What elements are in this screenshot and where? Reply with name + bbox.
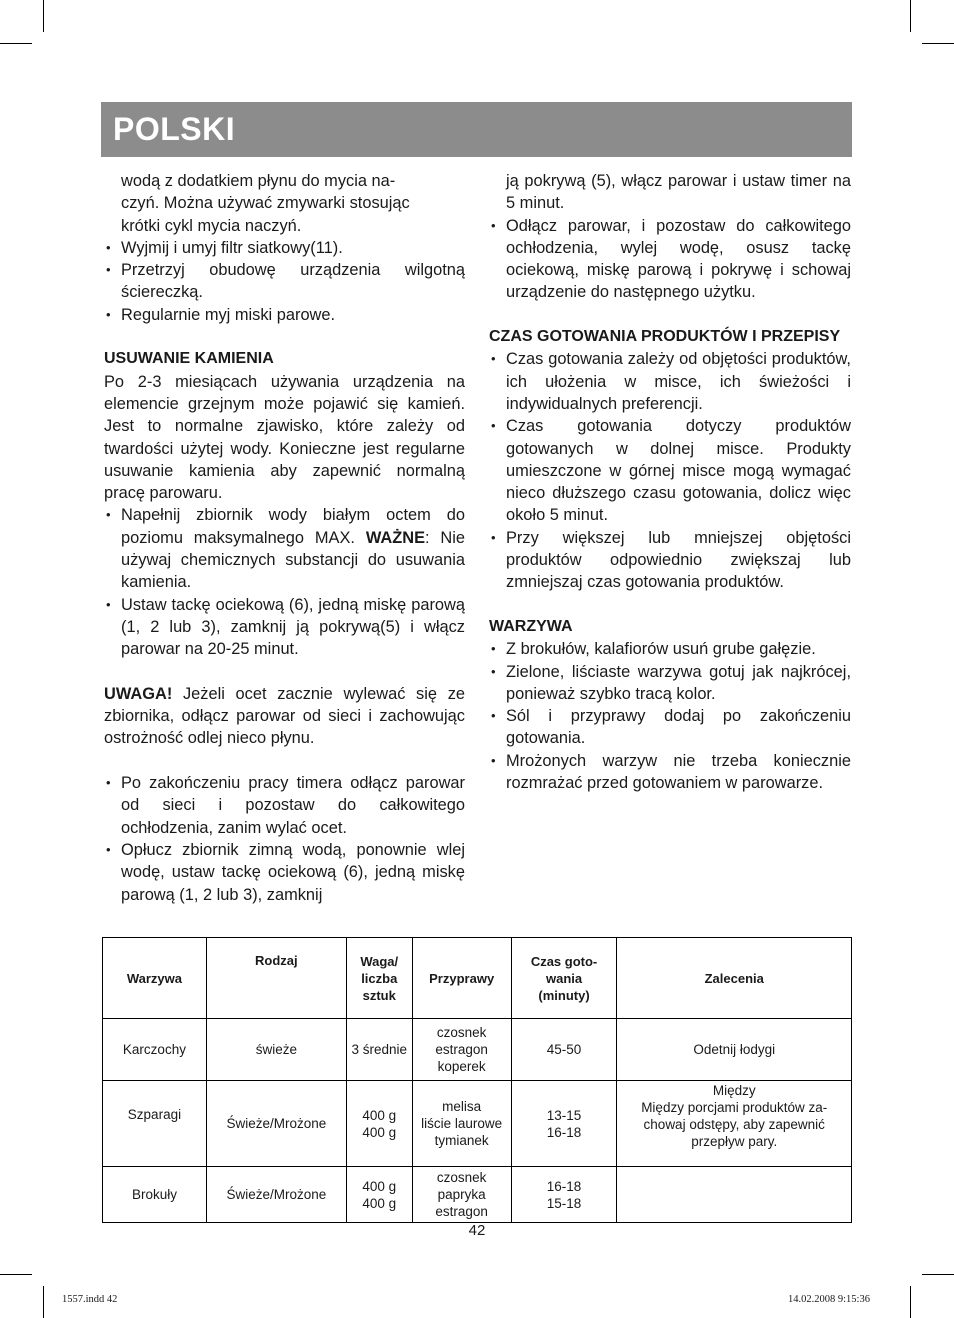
table-row (103, 1167, 852, 1223)
warning-label: UWAGA! (104, 684, 173, 703)
continued-text: ją pokrywą (5), włącz parowar i ustaw timer na 5 minut. (506, 172, 851, 213)
cell-weight: 400 g 400 g (346, 1167, 412, 1223)
crop-mark (43, 0, 44, 32)
paragraph: Po 2-3 miesiącach używania urządzenia na elemencie grzejnym może pojawić się kamień. Jest to normalne zjawisko, które zależy od twardości użytej wody. Konieczne jest regularne usuwanie kamienia aby zapewnić normalną pracę parowaru. (104, 372, 465, 503)
cell-spices: czosnek estragon koperek (412, 1019, 511, 1081)
left-column (104, 170, 465, 906)
crop-mark (0, 43, 32, 44)
header-weight: Waga/ liczba sztuk (346, 938, 412, 1019)
cell-weight: 3 średnie (346, 1019, 412, 1081)
file-slug: 1557.indd 42 (62, 1294, 118, 1305)
warning-paragraph: UWAGA! Jeżeli ocet zacznie wylewać się ze zbiornika, odłącz parowar od sieci i zachowując ostrożność odlej nieco płynu. (104, 684, 465, 748)
cell-type: Świeże/Mrożone (206, 1167, 346, 1223)
crop-mark (0, 1274, 32, 1275)
cell-recommend (617, 1167, 852, 1223)
list-item: • Sól i przyprawy dodaj po zakończeniu gotowania. (489, 705, 851, 750)
cell-veg: Brokuły (103, 1167, 207, 1223)
section-heading: WARZYWA (489, 617, 573, 635)
page-number: 42 (468, 1222, 486, 1239)
list-item: • Opłucz zbiornik zimną wodą, ponownie wlej wodę, ustaw tackę ociekową (6), jedną miskę parową (1, 2 lub 3), zamknij (104, 839, 465, 906)
header-spices: Przyprawy (412, 938, 511, 1019)
cell-type: świeże (206, 1019, 346, 1081)
section-heading: CZAS GOTOWANIA PRODUKTÓW I PRZEPISY (489, 328, 841, 346)
cell-time: 16-18 15-18 (511, 1167, 617, 1223)
table-row (103, 1019, 852, 1081)
list-item: • Czas gotowania dotyczy produktów gotowanych w dolnej misce. Produkty umieszczone w górnej misce mogą wymagać nieco dłuższego czasu gotowania, dolicz więc około 5 minut. (489, 415, 851, 526)
cell-type: Świeże/Mrożone (206, 1081, 346, 1167)
section-heading: USUWANIE KAMIENIA (104, 350, 274, 368)
crop-mark (910, 0, 911, 32)
header-veg: Warzywa (103, 938, 207, 1019)
page-title: POLSKI (113, 111, 236, 147)
crop-mark (922, 1274, 954, 1275)
cell-recommend: Między Między porcjami produktów za- chowaj odstępy, aby zapewnić przepływ pary. (617, 1081, 852, 1167)
crop-mark (922, 43, 954, 44)
important-label: WAŻNE (365, 528, 425, 547)
list-item: • Wyjmij i umyj filtr siatkowy(11). (104, 237, 465, 259)
cell-spices: melisa liście laurowe tymianek (412, 1081, 511, 1167)
list-item: • Regularnie myj miski parowe. (104, 304, 465, 326)
table-row (103, 1081, 852, 1167)
list-item: • Z brokułów, kalafiorów usuń grube gałęzie. (489, 638, 851, 660)
list-item: • Czas gotowania zależy od objętości produktów, ich ułożenia w misce, ich świeżości i indywidualnych preferencji. (489, 348, 851, 415)
intro-line: wodą z dodatkiem płynu do mycia na- (121, 172, 396, 190)
header-time: Czas goto- wania (minuty) (511, 938, 617, 1019)
cell-veg: Karczochy (103, 1019, 207, 1081)
cooking-time-table (102, 937, 852, 1223)
cell-spices: czosnek papryka estragon (412, 1167, 511, 1223)
intro-line: czyń. Można używać zmywarki stosując (121, 194, 410, 213)
list-item: • Po zakończeniu pracy timera odłącz parowar od sieci i pozostaw do całkowitego ochłodzenia, zanim wylać ocet. (104, 772, 465, 839)
cell-time: 13-15 16-18 (511, 1081, 617, 1167)
list-item: • Napełnij zbiornik wody białym octem do poziomu maksymalnego MAX. WAŻNE: Nie używaj chemicznych substancji do usuwania kamienia. (104, 504, 465, 593)
list-item: • Mrożonych warzyw nie trzeba koniecznie rozmrażać przed gotowaniem w parowarze. (489, 750, 851, 795)
cell-time: 45-50 (511, 1019, 617, 1081)
list-item: • Przy większej lub mniejszej objętości produktów odpowiednio zwiększaj lub zmniejszaj czas gotowania produktów. (489, 527, 851, 594)
language-banner (101, 102, 852, 157)
cell-recommend: Odetnij łodygi (617, 1019, 852, 1081)
list-item: • Odłącz parowar, i pozostaw do całkowitego ochłodzenia, wylej wodę, osusz tackę ociekową, miskę parową i pokrywę i schowaj urządzenie do następnego użytku. (489, 215, 851, 304)
header-type: Rodzaj (206, 938, 346, 1019)
intro-line: krótki cykl mycia naczyń. (121, 216, 302, 235)
cell-veg: Szparagi (103, 1081, 207, 1167)
cell-weight: 400 g 400 g (346, 1081, 412, 1167)
list-item: • Zielone, liściaste warzywa gotuj jak najkrócej, ponieważ szybko tracą kolor. (489, 661, 851, 706)
right-column (489, 170, 851, 794)
header-recommend: Zalecenia (617, 938, 852, 1019)
table-header-row (103, 938, 852, 1019)
list-item: • Ustaw tackę ociekową (6), jedną miskę parową (1, 2 lub 3), zamknij ją pokrywą(5) i włącz parowar na 20-25 minut. (104, 594, 465, 661)
date-slug: 14.02.2008 9:15:36 (788, 1294, 870, 1305)
crop-mark (43, 1286, 44, 1318)
list-item: • Przetrzyj obudowę urządzenia wilgotną ściereczką. (104, 259, 465, 304)
crop-mark (910, 1286, 911, 1318)
